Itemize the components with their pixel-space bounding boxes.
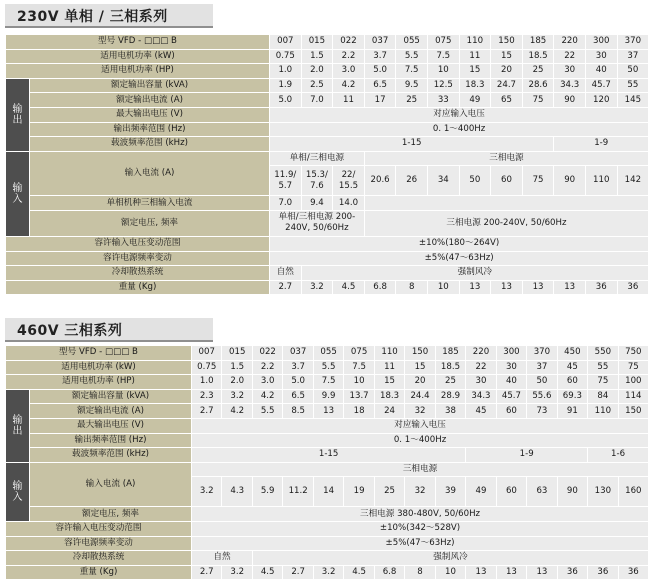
model-code: 022 [333,35,365,50]
value-cell: 2.3 [192,389,222,404]
value-cell: 30 [585,49,617,64]
model-code: 037 [364,35,396,50]
value-cell: 0.75 [192,360,222,375]
value-cell: 13 [491,280,523,295]
value-cell: 110 [585,166,617,196]
row-freq [6,433,649,448]
row-maxv [6,107,649,122]
value-cell: 2.0 [301,64,333,79]
value-cell: 1.9 [270,78,302,93]
value-cell: 32 [405,404,435,419]
value-cell: 100 [618,375,648,390]
value-cell: 强制风冷 [301,266,649,281]
value-cell: 7.5 [344,360,374,375]
row-label: 额定输出容量 (kVA) [30,78,270,93]
group-output: 输 出 [6,78,30,151]
value-cell: 5.5 [313,360,343,375]
row-amp [6,93,649,108]
value-cell: ±10%(342～528V) [192,521,649,536]
value-cell: 4.5 [344,565,374,580]
value-cell: 2.0 [222,375,252,390]
value-cell: 1.0 [270,64,302,79]
row-label: 单相机种三相输入电流 [30,196,270,211]
value-cell: 142 [617,166,649,196]
value-cell: 18.3 [459,78,491,93]
row-kw [6,360,649,375]
value-cell: 11.9/ 5.7 [270,166,302,196]
value-cell: 1-9 [466,448,588,463]
model-code: 300 [496,346,526,361]
row-cool [6,551,649,566]
value-cell: 18.5 [522,49,554,64]
row-label: 最大输出电压 (V) [30,107,270,122]
row-kva [6,389,649,404]
row-label: 容许电源频率变动 [6,251,270,266]
value-cell: 24.4 [405,389,435,404]
value-cell: 9.4 [301,196,333,211]
value-cell: 15 [374,375,404,390]
value-cell: 11 [374,360,404,375]
value-cell: 6.5 [283,389,313,404]
value-cell: 75 [618,360,648,375]
value-cell: 55.6 [527,389,557,404]
value-cell: 34.3 [466,389,496,404]
value-cell: 40 [585,64,617,79]
model-code: 220 [466,346,496,361]
model-code: 007 [192,346,222,361]
row-ftol [6,536,649,551]
value-cell: 63 [527,477,557,507]
row-label: 容许输入电压变动范围 [6,521,192,536]
value-cell: 60 [496,477,526,507]
row-label: 载波频率范围 (kHz) [30,448,192,463]
value-cell: 10 [435,565,465,580]
value-cell: 50 [527,375,557,390]
model-code: 150 [491,35,523,50]
value-cell: 25 [522,64,554,79]
value-cell: 69.3 [557,389,587,404]
value-cell: 39 [435,477,465,507]
model-code: 550 [588,346,618,361]
value-cell: 8 [396,280,428,295]
value-cell: 20 [491,64,523,79]
row-label: 适用电机功率 (HP) [6,375,192,390]
row-label: 适用电机功率 (kW) [6,360,192,375]
row-vtol [6,236,649,251]
value-cell: 13 [554,280,586,295]
value-cell: 8.5 [283,404,313,419]
value-cell: 5.0 [283,375,313,390]
value-cell: 1-9 [554,137,649,152]
row-maxv [6,418,649,433]
model-code: 370 [617,35,649,50]
value-cell: 0. 1～400Hz [270,122,649,137]
value-cell: 对应输入电压 [192,418,649,433]
value-cell: 90 [557,477,587,507]
model-code: 185 [522,35,554,50]
value-cell: 3.7 [283,360,313,375]
value-cell: 5.5 [396,49,428,64]
value-cell: 60 [496,404,526,419]
value-cell: 7.5 [396,64,428,79]
value-cell: 37 [527,360,557,375]
value-cell: 120 [585,93,617,108]
value-cell: 9.5 [396,78,428,93]
model-code: 300 [585,35,617,50]
value-cell: 45.7 [585,78,617,93]
value-cell: 6.8 [364,280,396,295]
row-label: 额定电压, 频率 [30,210,270,236]
model-code: 220 [554,35,586,50]
model-code: 110 [374,346,404,361]
row-model [6,35,649,50]
row-model [6,346,649,361]
value-cell: 11 [333,93,365,108]
value-cell: 30 [554,64,586,79]
value-cell: 2.7 [270,280,302,295]
value-cell: 14.0 [333,196,365,211]
value-cell: 114 [618,389,648,404]
value-cell: 33 [427,93,459,108]
group-input: 输 入 [6,151,30,236]
value-cell: 5.9 [252,477,282,507]
value-cell: 7.5 [313,375,343,390]
value-cell: 13 [466,565,496,580]
section-title-230v: 230V 单相 / 三相系列 [17,9,168,25]
value-cell: 15 [459,64,491,79]
row-carrier [6,448,649,463]
value-cell: 38 [435,404,465,419]
value-cell: 130 [588,477,618,507]
value-cell: 7.5 [427,49,459,64]
value-cell: 1.5 [222,360,252,375]
value-cell: 2.5 [301,78,333,93]
row-single3 [6,196,649,211]
value-cell: 50 [617,64,649,79]
value-cell: ±5%(47～63Hz) [270,251,649,266]
value-cell: 160 [618,477,648,507]
value-cell: 22/ 15.5 [333,166,365,196]
value-cell: 22 [554,49,586,64]
value-cell: 36 [618,565,648,580]
row-label: 冷却散热系统 [6,551,192,566]
value-cell: 3.2 [313,565,343,580]
row-hp [6,64,649,79]
value-cell: 5.0 [270,93,302,108]
value-cell: 90 [554,166,586,196]
value-cell: 30 [466,375,496,390]
value-cell: 24 [374,404,404,419]
value-cell: 45 [557,360,587,375]
value-cell: 5.5 [252,404,282,419]
value-cell: 0. 1～400Hz [192,433,649,448]
value-cell: 2.2 [333,49,365,64]
value-cell: 3.7 [364,49,396,64]
value-cell: 34.3 [554,78,586,93]
model-code: 022 [252,346,282,361]
model-code: 110 [459,35,491,50]
row-ratedv [6,210,649,236]
model-code: 150 [405,346,435,361]
value-cell: 13 [527,565,557,580]
model-code: 075 [344,346,374,361]
sub-header: 单相/三相电源 [270,151,365,166]
value-cell: 1-15 [270,137,554,152]
value-cell: 自然 [270,266,302,281]
value-cell: 11 [459,49,491,64]
value-cell: 5.0 [364,64,396,79]
section-heading-460v [5,318,213,342]
row-label: 容许电源频率变动 [6,536,192,551]
row-weight [6,565,649,580]
value-cell: 单相/三相电源 200-240V, 50/60Hz [270,210,365,236]
value-cell: 24.7 [491,78,523,93]
value-cell: 9.9 [313,389,343,404]
value-cell: 28.9 [435,389,465,404]
value-cell: 对应输入电压 [270,107,649,122]
spec-table-230v [5,34,649,295]
value-cell: 60 [491,166,523,196]
row-label: 最大输出电压 (V) [30,418,192,433]
row-ratedv [6,507,649,522]
value-cell: 自然 [192,551,253,566]
value-cell: 6.5 [364,78,396,93]
value-cell: 91 [557,404,587,419]
model-code: 007 [270,35,302,50]
value-cell: 13 [459,280,491,295]
value-cell: 45.7 [496,389,526,404]
value-cell: 50 [459,166,491,196]
value-cell: 34 [427,166,459,196]
row-label: 输出频率范围 (Hz) [30,433,192,448]
value-cell: 18 [344,404,374,419]
value-cell: 30 [496,360,526,375]
value-cell: 强制风冷 [252,551,648,566]
value-cell: 3.2 [222,565,252,580]
row-amp [6,404,649,419]
value-cell: 18.5 [435,360,465,375]
row-kva [6,78,649,93]
row-vtol [6,521,649,536]
value-cell: 40 [496,375,526,390]
value-cell: 2.7 [192,404,222,419]
value-cell: 75 [522,93,554,108]
value-cell: 49 [466,477,496,507]
model-label: 型号 VFD - □□□ B [6,35,270,50]
value-cell: 1-15 [192,448,466,463]
sub-header: 三相电源 [364,151,648,166]
value-cell: 55 [588,360,618,375]
row-label: 额定电压, 频率 [30,507,192,522]
value-cell: 75 [522,166,554,196]
value-cell: 110 [588,404,618,419]
value-cell: 12.5 [427,78,459,93]
value-cell: 37 [617,49,649,64]
value-cell: 8 [405,565,435,580]
row-label: 重量 (Kg) [6,280,270,295]
value-cell: 145 [617,93,649,108]
value-cell: 2.2 [252,360,282,375]
row-label: 载波频率范围 (kHz) [30,137,270,152]
value-cell: 3.0 [333,64,365,79]
row-label: 输出频率范围 (Hz) [30,122,270,137]
value-cell: 60 [557,375,587,390]
value-cell: 25 [435,375,465,390]
value-cell: 1.5 [301,49,333,64]
value-cell: 13 [313,404,343,419]
value-cell: 26 [396,166,428,196]
value-cell: 32 [405,477,435,507]
value-cell: 10 [427,64,459,79]
row-label: 适用电机功率 (kW) [6,49,270,64]
model-code: 370 [527,346,557,361]
value-cell: 150 [618,404,648,419]
model-code: 055 [396,35,428,50]
value-cell: 17 [364,93,396,108]
value-cell: 49 [459,93,491,108]
model-code: 075 [427,35,459,50]
value-cell: 2.7 [192,565,222,580]
sub-header: 三相电源 [192,462,649,477]
value-cell: 3.2 [301,280,333,295]
value-cell: 4.2 [222,404,252,419]
row-kw [6,49,649,64]
value-cell: 7.0 [301,93,333,108]
value-cell: 2.7 [283,565,313,580]
value-cell: 90 [554,93,586,108]
value-cell: 36 [588,565,618,580]
row-label: 额定输出电流 (A) [30,93,270,108]
model-label: 型号 VFD - □□□ B [6,346,192,361]
value-cell: 三相电源 380-480V, 50/60Hz [192,507,649,522]
row-carrier [6,137,649,152]
value-cell: 0.75 [270,49,302,64]
row-label: 额定输出容量 (kVA) [30,389,192,404]
value-cell: 3.2 [192,477,222,507]
row-incur-head [6,462,649,477]
model-code: 750 [618,346,648,361]
row-incur-head [6,151,649,166]
row-hp [6,375,649,390]
value-cell: 1-6 [588,448,649,463]
row-label: 冷却散热系统 [6,266,270,281]
value-cell: 13.7 [344,389,374,404]
value-cell: 15 [491,49,523,64]
group-output: 输 出 [6,389,30,462]
model-code: 055 [313,346,343,361]
value-cell: 1.0 [192,375,222,390]
value-cell: 25 [374,477,404,507]
value-cell: ±10%(180～264V) [270,236,649,251]
value-cell: 11.2 [283,477,313,507]
value-cell: 15.3/ 7.6 [301,166,333,196]
value-cell: 7.0 [270,196,302,211]
section-heading-230v [5,4,213,28]
row-label: 输入电流 (A) [30,462,192,507]
value-cell: 6.8 [374,565,404,580]
value-cell: 三相电源 200-240V, 50/60Hz [364,210,648,236]
row-weight [6,280,649,295]
value-cell: 10 [344,375,374,390]
row-freq [6,122,649,137]
value-cell: 36 [617,280,649,295]
value-cell: 65 [491,93,523,108]
value-cell: 45 [466,404,496,419]
value-cell: 28.6 [522,78,554,93]
value-cell: 10 [427,280,459,295]
value-cell: 55 [617,78,649,93]
model-code: 037 [283,346,313,361]
row-label: 额定输出电流 (A) [30,404,192,419]
section-title-460v: 460V 三相系列 [17,323,123,339]
spec-table-460v [5,345,649,580]
value-cell: 73 [527,404,557,419]
value-cell: 75 [588,375,618,390]
group-input: 输 入 [6,462,30,521]
value-cell: 4.2 [252,389,282,404]
model-code: 450 [557,346,587,361]
row-label: 重量 (Kg) [6,565,192,580]
value-cell: 84 [588,389,618,404]
row-label: 输入电流 (A) [30,151,270,196]
value-cell: 4.3 [222,477,252,507]
row-ftol [6,251,649,266]
row-cool [6,266,649,281]
value-cell: 14 [313,477,343,507]
value-cell: ±5%(47～63Hz) [192,536,649,551]
value-cell: 13 [522,280,554,295]
value-cell: 4.5 [252,565,282,580]
row-label: 容许输入电压变动范围 [6,236,270,251]
value-cell: 36 [557,565,587,580]
value-cell: 3.2 [222,389,252,404]
value-cell: 19 [344,477,374,507]
blank-cell [364,196,648,211]
value-cell: 15 [405,360,435,375]
value-cell: 4.5 [333,280,365,295]
value-cell: 4.2 [333,78,365,93]
value-cell: 20 [405,375,435,390]
value-cell: 22 [466,360,496,375]
value-cell: 36 [585,280,617,295]
value-cell: 3.0 [252,375,282,390]
model-code: 015 [301,35,333,50]
model-code: 015 [222,346,252,361]
model-code: 185 [435,346,465,361]
value-cell: 25 [396,93,428,108]
row-label: 适用电机功率 (HP) [6,64,270,79]
value-cell: 20.6 [364,166,396,196]
value-cell: 13 [496,565,526,580]
value-cell: 18.3 [374,389,404,404]
